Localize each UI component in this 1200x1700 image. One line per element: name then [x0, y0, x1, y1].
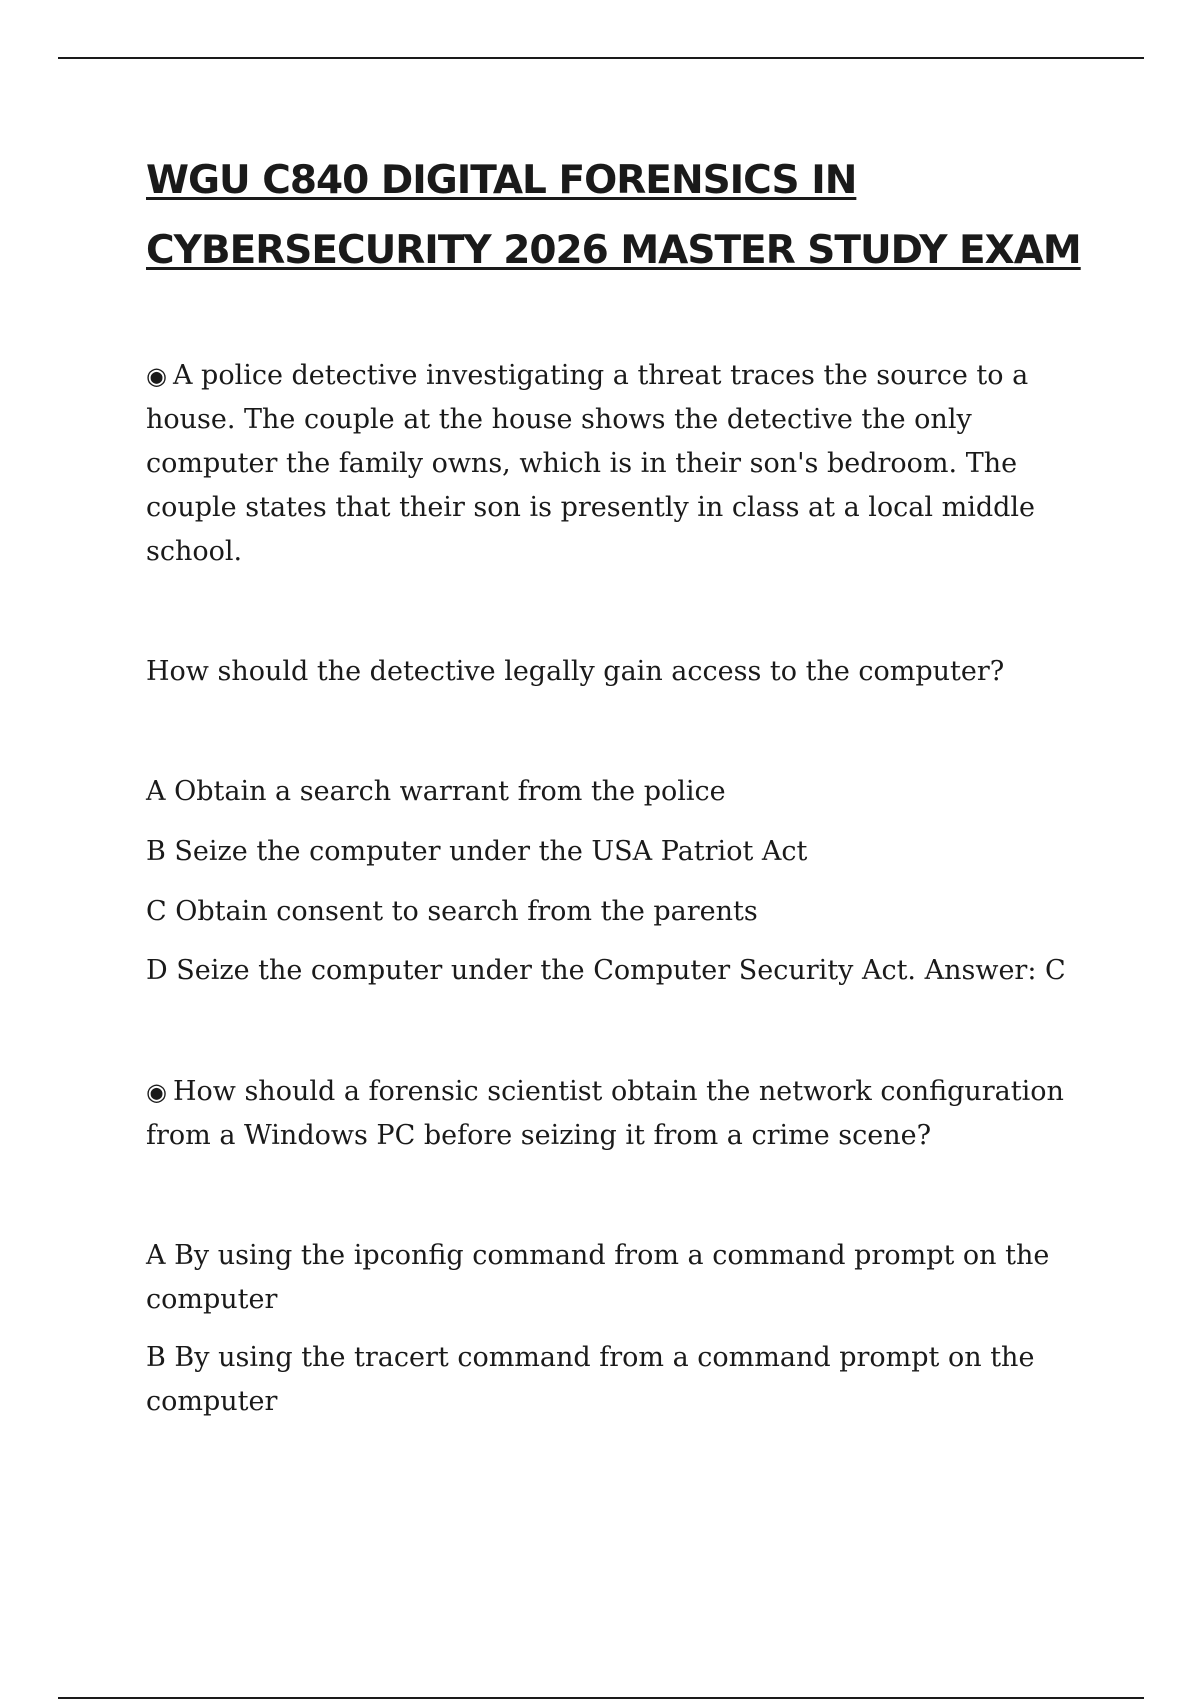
radio-bullet-icon: ◉	[146, 1078, 167, 1106]
question-2-prompt	[146, 1070, 1086, 1158]
question-1-option-c: C Obtain consent to search from the parents	[146, 896, 758, 927]
question-1-option-a: A Obtain a search warrant from the police	[146, 776, 726, 807]
top-rule	[58, 57, 1144, 59]
title-line-2: CYBERSECURITY 2026 MASTER STUDY EXAM	[146, 228, 1081, 273]
question-2-option-a: A By using the ipconfig command from a command prompt on the computer	[146, 1240, 1050, 1315]
question-1-option-b: B Seize the computer under the USA Patriot Act	[146, 836, 808, 867]
title-line-1: WGU C840 DIGITAL FORENSICS IN	[146, 158, 857, 203]
radio-bullet-icon: ◉	[146, 362, 167, 390]
question-1-scenario	[146, 354, 1086, 574]
question-1-prompt: How should the detective legally gain access to the computer?	[146, 656, 1005, 687]
page-title	[146, 146, 1086, 286]
question-1-option-d: D Seize the computer under the Computer Security Act. Answer: C	[146, 955, 1066, 986]
question-2-prompt-text: How should a forensic scientist obtain the network configuration from a Windows PC before seizing it from a crime scene?	[146, 1076, 1064, 1151]
bottom-rule	[58, 1697, 1144, 1699]
question-1-scenario-text: A police detective investigating a threat traces the source to a house. The couple at the house shows the detective the only computer the family owns, which is in their son's bedroom. The couple states that their son is presently in class at a local middle school.	[146, 360, 1036, 567]
question-2-option-b: B By using the tracert command from a command prompt on the computer	[146, 1342, 1035, 1417]
